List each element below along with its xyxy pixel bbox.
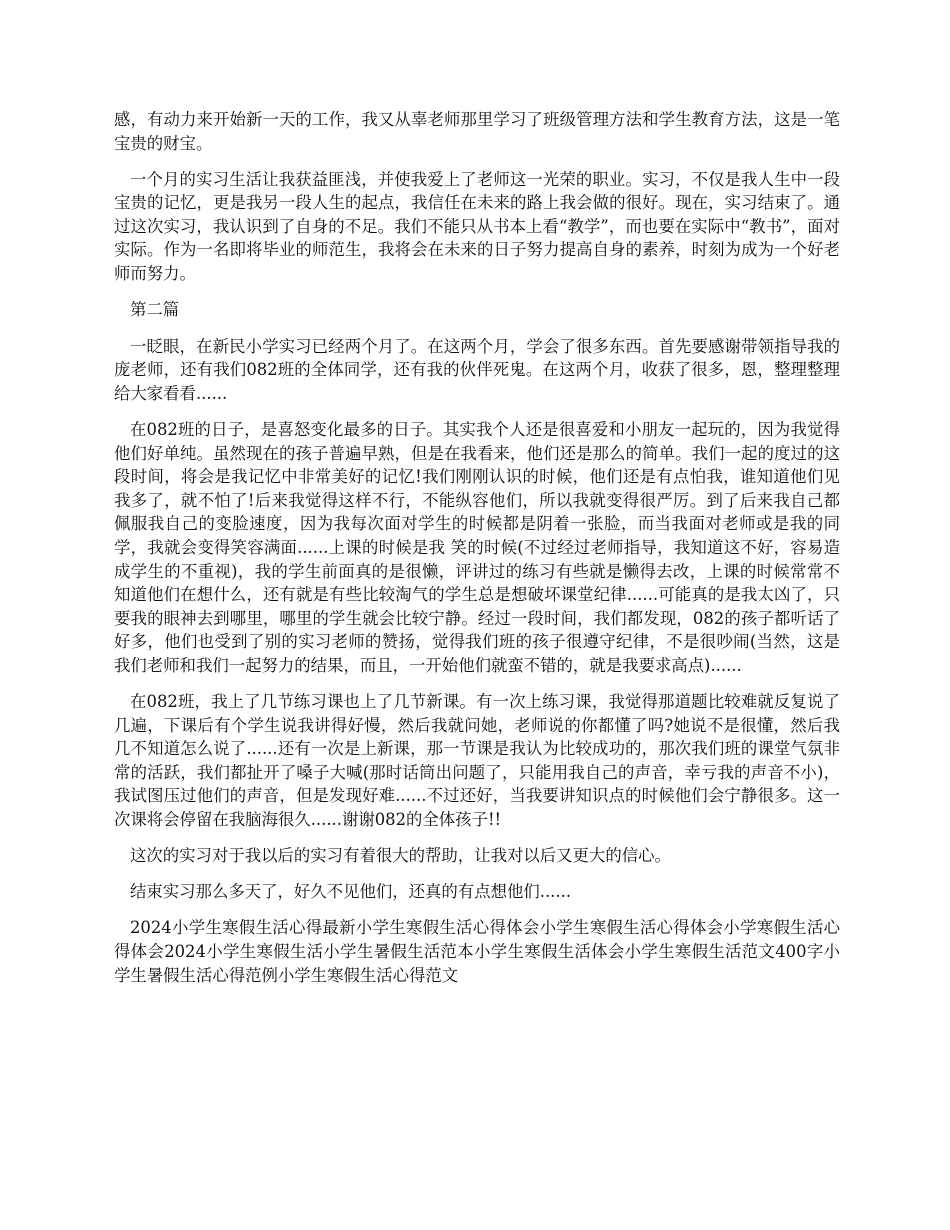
paragraph-help: 这次的实习对于我以后的实习有着很大的帮助，让我对以后又更大的信心。 xyxy=(130,846,671,866)
paragraph-continued: 感，有动力来开始新一天的工作，我又从辜老师那里学习了班级管理方法和学生教育方法，这是一笔宝贵的财宝。 xyxy=(114,110,840,153)
paragraph-class-082-days: 在082班的日子，是喜怒变化最多的日子。其实我个人还是很喜爱和小朋友一起玩的，因为我觉得他们好单纯。虽然现在的孩子普遍早熟，但是在我看来，他们还是那么的简单。我们一起的度过的这段时间，将会是我记忆中非常美好的记忆!我们刚刚认识的时候，他们还是有点怕我，谁知道他们见我多了，就不怕了!后来我觉得这样不行，不能纵容他们，所以我就变得很严厉。到了后来我自己都佩服我自己的变脸速度，因为我每次面对学生的时候都是阴着一张脸，而当我面对老师或是我的同学，我就会变得笑容满面......上课的时候是我 笑的时候(不过经过老师指导，我知道这不好，容易造成学生的不重视)，我的学生前面真的是很懒，评讲过的练习有些就是懒得去改，上课的时候常常不知道他们在想什么，还有就是有些比较淘气的学生总是想破坏课堂纪律......可能真的是我太凶了，只要我的眼神去到哪里，哪里的学生就会比较宁静。经过一段时间，我们都发现，082的孩子都听话了好多，他们也受到了别的实习老师的赞扬，觉得我们班的孩子很遵守纪律，不是很吵闹(当然，这是我们老师和我们一起努力的结果，而且，一开始他们就蛮不错的，就是我要求高点)...... xyxy=(114,420,840,675)
paragraph-lessons: 在082班，我上了几节练习课也上了几节新课。有一次上练习课，我觉得那道题比较难就反复说了几遍，下课后有个学生说我讲得好慢，然后我就问她，老师说的你都懂了吗?她说不是很懂，然后我几不知道怎么说了......还有一次是上新课，那一节课是我认为比较成功的，那次我们班的课堂气氛非常的活跃，我们都扯开了嗓子大喊(那时话筒出问题了，只能用我自己的声音，幸亏我的声音不小)，我试图压过他们的声音，但是发现好难......不过还好，当我要讲知识点的时候他们会宁静很多。这一次课将会停留在我脑海很久......谢谢082的全体孩子!! xyxy=(114,692,840,830)
section-heading: 第二篇 xyxy=(130,300,180,320)
paragraph-related-keywords: 2024小学生寒假生活心得最新小学生寒假生活心得体会小学生寒假生活心得体会小学寒假生活心得体会2024小学生寒假生活小学生暑假生活范本小学生寒假生活体会小学生寒假生活范文400字小学生暑假生活心得范例小学生寒假生活心得范文 xyxy=(114,918,840,985)
paragraph-miss-them: 结束实习那么多天了，好久不见他们，还真的有点想他们...... xyxy=(130,882,572,902)
document-page xyxy=(114,108,840,1000)
paragraph-two-months: 一眨眼，在新民小学实习已经两个月了。在这两个月，学会了很多东西。首先要感谢带领指导我的庞老师，还有我们082班的全体同学，还有我的伙伴死鬼。在这两个月，收获了很多，恩，整理整理给大家看看...... xyxy=(114,336,840,403)
paragraph-internship-reflection: 一个月的实习生活让我获益匪浅，并使我爱上了老师这一光荣的职业。实习，不仅是我人生中一段宝贵的记忆，更是我另一段人生的起点，我信任在未来的路上我会做的很好。现在，实习结束了。通过这次实习，我认识到了自身的不足。我们不能只从书本上看“教学”，而也要在实际中“教书”，面对实际。作为一名即将毕业的师范生，我将会在未来的日子努力提高自身的素养，时刻为成为一个好老师而努力。 xyxy=(114,169,840,284)
